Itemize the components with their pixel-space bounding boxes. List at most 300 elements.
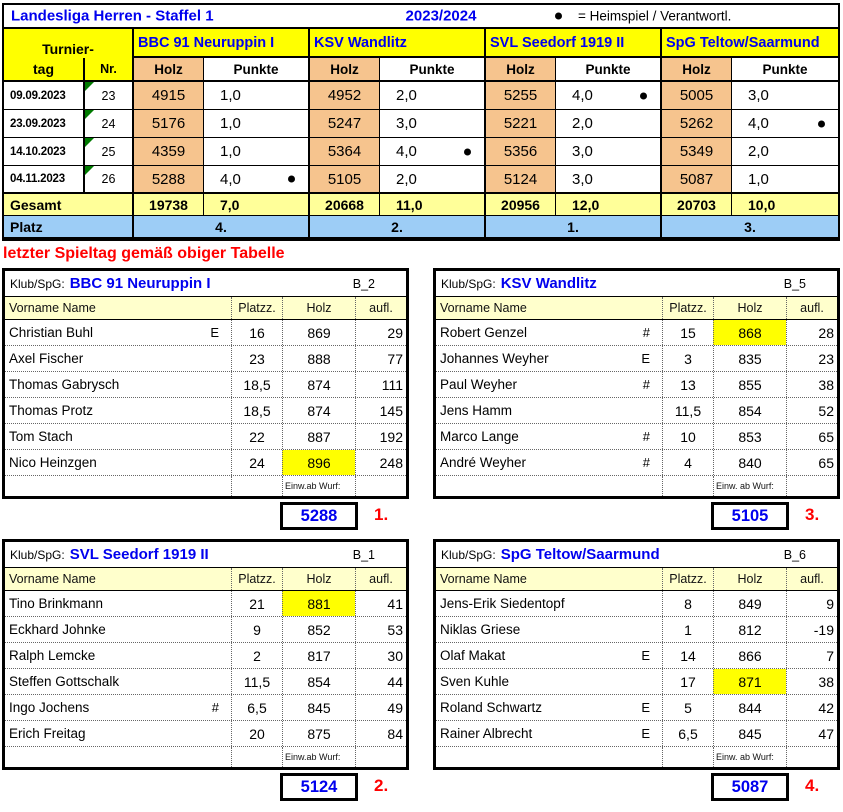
club-rank: 1.: [374, 505, 389, 524]
player-aufl-cell: 47: [786, 721, 837, 746]
club-total-row: [433, 502, 840, 532]
player-holz-cell: 875: [282, 721, 355, 746]
player-name: Tom Stach: [9, 429, 73, 444]
player-aufl-cell: 29: [355, 320, 406, 345]
punkte-value-cell: 3,0: [556, 138, 662, 166]
player-aufl-cell: 28: [786, 320, 837, 345]
club-roster-table: [2, 268, 409, 499]
player-aufl-cell: 7: [786, 643, 837, 668]
player-name-cell: [5, 320, 231, 345]
player-name-cell: [5, 372, 231, 397]
einwurf-row: [436, 476, 837, 496]
einwurf-row: [5, 476, 406, 496]
player-aufl-cell: 9: [786, 591, 837, 616]
club-code: B_6: [783, 547, 806, 562]
punkte-value-cell: 4,0: [204, 166, 310, 194]
table-title-row: [4, 5, 838, 29]
team-name-header: KSV Wandlitz: [310, 29, 486, 58]
player-platzz-cell: 4: [662, 450, 713, 475]
home-game-dot-icon: [288, 176, 295, 183]
club-rank: 2.: [374, 776, 389, 795]
player-name: Thomas Protz: [9, 403, 94, 418]
player-platzz-cell: 22: [231, 424, 282, 449]
punkte-value-cell: 1,0: [204, 82, 310, 110]
einwurf-row: [436, 747, 837, 767]
platzz-column-header: Platzz.: [662, 568, 713, 590]
club-block: [2, 268, 409, 532]
tournament-day-header: tag: [4, 58, 85, 82]
holz-value-cell: 5005: [662, 82, 732, 110]
punkte-header: Punkte: [732, 58, 838, 82]
club-label: Klub/SpG:: [441, 547, 496, 562]
player-name: André Weyher: [440, 455, 527, 470]
player-name-cell: [5, 721, 231, 746]
player-aufl-cell: 38: [786, 669, 837, 694]
club-total-row: [2, 773, 409, 803]
bullet-icon: [555, 13, 562, 20]
player-holz-cell: 871: [713, 669, 786, 694]
player-holz-cell: 817: [282, 643, 355, 668]
player-platzz-cell: 11,5: [662, 398, 713, 423]
empty-cell: [5, 747, 231, 767]
player-row: [5, 346, 406, 372]
nr-cell: 26: [85, 166, 134, 194]
einwurf-label: Einw.ab Wurf:: [282, 747, 355, 767]
player-name-cell: [436, 320, 662, 345]
player-holz-cell: 874: [282, 372, 355, 397]
player-platzz-cell: 9: [231, 617, 282, 642]
empty-cell: [662, 747, 713, 767]
note-triangle-icon: [85, 82, 94, 91]
holz-value-cell: 4915: [134, 82, 204, 110]
punkte-value-cell: 3,0: [732, 82, 838, 110]
holz-value-cell: 5349: [662, 138, 732, 166]
player-platzz-cell: 6,5: [231, 695, 282, 720]
player-aufl-cell: 65: [786, 424, 837, 449]
home-game-dot-icon: [640, 92, 647, 99]
aufl-column-header: aufl.: [355, 568, 406, 590]
club-block: [433, 539, 840, 803]
empty-cell: [786, 476, 837, 496]
player-name: Ingo Jochens: [9, 700, 90, 715]
club-block: [2, 539, 409, 803]
team-rank-cell: 2.: [310, 216, 486, 237]
league-title: Landesliga Herren - Staffel 1: [11, 7, 214, 25]
club-name: SpG Teltow/Saarmund: [500, 546, 660, 563]
player-platzz-cell: 18,5: [231, 398, 282, 423]
club-label: Klub/SpG:: [10, 547, 65, 562]
player-name: Jens-Erik Siedentopf: [440, 596, 565, 611]
league-standings-table: [2, 3, 840, 241]
player-name-cell: [5, 591, 231, 616]
player-name-cell: [5, 450, 231, 475]
club-roster-table: [433, 539, 840, 770]
home-game-dot-icon: [818, 120, 825, 127]
platzz-column-header: Platzz.: [231, 297, 282, 319]
player-row: [436, 372, 837, 398]
empty-cell: [662, 476, 713, 496]
holz-header: Holz: [310, 58, 380, 82]
player-platzz-cell: 23: [231, 346, 282, 371]
tournament-header: Turnier-: [4, 29, 134, 58]
punkte-value-cell: 4,0: [380, 138, 486, 166]
player-name: Sven Kuhle: [440, 674, 510, 689]
team-name-header: SpG Teltow/Saarmund: [662, 29, 838, 58]
punkte-value-cell: 4,0: [732, 110, 838, 138]
player-row: [5, 643, 406, 669]
holz-header: Holz: [134, 58, 204, 82]
note-triangle-icon: [85, 166, 94, 175]
holz-column-header: Holz: [713, 297, 786, 319]
player-holz-cell: 853: [713, 424, 786, 449]
player-aufl-cell: 30: [355, 643, 406, 668]
player-platzz-cell: 2: [231, 643, 282, 668]
punkte-value-cell: 1,0: [204, 138, 310, 166]
club-total-row: [433, 773, 840, 803]
empty-cell: [436, 747, 662, 767]
punkte-value-cell: 2,0: [380, 82, 486, 110]
player-name-cell: [436, 643, 662, 668]
player-aufl-cell: 248: [355, 450, 406, 475]
player-platzz-cell: 20: [231, 721, 282, 746]
date-cell: 23.09.2023: [4, 110, 85, 138]
player-row: [5, 372, 406, 398]
club-results-section: [2, 268, 840, 803]
legend-text: = Heimspiel / Verantwortl.: [578, 8, 732, 24]
holz-header: Holz: [486, 58, 556, 82]
player-platzz-cell: 1: [662, 617, 713, 642]
player-platzz-cell: 17: [662, 669, 713, 694]
player-aufl-cell: -19: [786, 617, 837, 642]
player-tag: #: [211, 700, 219, 715]
player-row: [436, 320, 837, 346]
player-name-cell: [436, 721, 662, 746]
player-aufl-cell: 53: [355, 617, 406, 642]
player-aufl-cell: 52: [786, 398, 837, 423]
player-row: [436, 721, 837, 747]
holz-value-cell: 4952: [310, 82, 380, 110]
team-rank-cell: 3.: [662, 216, 838, 237]
player-row: [5, 617, 406, 643]
player-holz-cell: 855: [713, 372, 786, 397]
player-name-cell: [436, 372, 662, 397]
empty-cell: [5, 476, 231, 496]
total-holz-cell: 19738: [134, 194, 204, 216]
team-name-header: SVL Seedorf 1919 II: [486, 29, 662, 58]
player-platzz-cell: 16: [231, 320, 282, 345]
player-platzz-cell: 3: [662, 346, 713, 371]
club-table-header: [5, 271, 406, 297]
player-platzz-cell: 14: [662, 643, 713, 668]
note-triangle-icon: [85, 110, 94, 119]
total-holz-cell: 20703: [662, 194, 732, 216]
player-holz-cell: 887: [282, 424, 355, 449]
club-total-row: [2, 502, 409, 532]
nr-cell: 23: [85, 82, 134, 110]
team-rank-cell: 4.: [134, 216, 310, 237]
date-cell: 14.10.2023: [4, 138, 85, 166]
player-aufl-cell: 77: [355, 346, 406, 371]
player-platzz-cell: 6,5: [662, 721, 713, 746]
player-row: [5, 424, 406, 450]
player-tag: E: [641, 700, 650, 715]
empty-cell: [231, 476, 282, 496]
holz-column-header: Holz: [282, 568, 355, 590]
player-holz-cell: 840: [713, 450, 786, 475]
player-platzz-cell: 24: [231, 450, 282, 475]
name-column-header: Vorname Name: [9, 301, 96, 315]
empty-cell: [231, 747, 282, 767]
total-punkte-cell: 12,0: [556, 194, 662, 216]
player-row: [436, 398, 837, 424]
punkte-header: Punkte: [380, 58, 486, 82]
total-row-label: Gesamt: [4, 194, 134, 216]
player-name-cell: [436, 617, 662, 642]
holz-value-cell: 4359: [134, 138, 204, 166]
empty-cell: [786, 747, 837, 767]
total-punkte-cell: 11,0: [380, 194, 486, 216]
column-header-row: [436, 568, 837, 591]
player-aufl-cell: 44: [355, 669, 406, 694]
platzz-column-header: Platzz.: [662, 297, 713, 319]
holz-column-header: Holz: [713, 568, 786, 590]
player-name-cell: [5, 669, 231, 694]
club-total-box: 5124: [280, 773, 358, 801]
empty-cell: [355, 476, 406, 496]
player-name-cell: [436, 398, 662, 423]
player-row: [436, 450, 837, 476]
player-holz-cell: 866: [713, 643, 786, 668]
player-holz-cell: 835: [713, 346, 786, 371]
player-name: Steffen Gottschalk: [9, 674, 120, 689]
punkte-value-cell: 3,0: [556, 166, 662, 194]
team-rank-cell: 1.: [486, 216, 662, 237]
club-name: SVL Seedorf 1919 II: [69, 546, 209, 563]
player-row: [436, 643, 837, 669]
player-holz-cell: 852: [282, 617, 355, 642]
player-holz-cell: 844: [713, 695, 786, 720]
player-name: Niklas Griese: [440, 622, 521, 637]
player-name-cell: [436, 695, 662, 720]
club-code: B_5: [783, 276, 806, 291]
club-rank: 4.: [805, 776, 820, 795]
player-tag: #: [642, 455, 650, 470]
total-punkte-cell: 7,0: [204, 194, 310, 216]
holz-value-cell: 5105: [310, 166, 380, 194]
player-holz-cell: 845: [282, 695, 355, 720]
holz-value-cell: 5176: [134, 110, 204, 138]
player-holz-cell: 896: [282, 450, 355, 475]
player-holz-cell: 854: [282, 669, 355, 694]
rank-row-label: Platz: [4, 216, 134, 237]
holz-header: Holz: [662, 58, 732, 82]
punkte-value-cell: 1,0: [732, 166, 838, 194]
name-column-header: Vorname Name: [9, 572, 96, 586]
player-row: [5, 721, 406, 747]
holz-value-cell: 5087: [662, 166, 732, 194]
empty-cell: [355, 747, 406, 767]
player-row: [5, 591, 406, 617]
holz-value-cell: 5124: [486, 166, 556, 194]
einwurf-label: Einw. ab Wurf:: [713, 747, 786, 767]
platzz-column-header: Platzz.: [231, 568, 282, 590]
player-name-cell: [436, 591, 662, 616]
player-aufl-cell: 84: [355, 721, 406, 746]
player-row: [5, 450, 406, 476]
punkte-value-cell: 4,0: [556, 82, 662, 110]
player-row: [436, 591, 837, 617]
club-block: [433, 268, 840, 532]
player-platzz-cell: 11,5: [231, 669, 282, 694]
club-code: B_1: [352, 547, 375, 562]
player-name-cell: [5, 695, 231, 720]
player-holz-cell: 812: [713, 617, 786, 642]
player-name-cell: [436, 346, 662, 371]
player-tag: E: [641, 726, 650, 741]
name-column-header: Vorname Name: [440, 572, 527, 586]
player-row: [436, 346, 837, 372]
holz-value-cell: 5247: [310, 110, 380, 138]
einwurf-label: Einw.ab Wurf:: [282, 476, 355, 496]
player-name: Nico Heinzgen: [9, 455, 97, 470]
player-tag: E: [641, 648, 650, 663]
player-platzz-cell: 10: [662, 424, 713, 449]
punkte-value-cell: 2,0: [380, 166, 486, 194]
player-name: Rainer Albrecht: [440, 726, 533, 741]
player-name: Ralph Lemcke: [9, 648, 96, 663]
total-punkte-cell: 10,0: [732, 194, 838, 216]
player-name-cell: [5, 643, 231, 668]
punkte-value-cell: 2,0: [732, 138, 838, 166]
player-aufl-cell: 23: [786, 346, 837, 371]
club-roster-table: [433, 268, 840, 499]
column-header-row: [436, 297, 837, 320]
player-holz-cell: 869: [282, 320, 355, 345]
nr-cell: 25: [85, 138, 134, 166]
player-name-cell: [5, 424, 231, 449]
einwurf-label: Einw. ab Wurf:: [713, 476, 786, 496]
player-platzz-cell: 15: [662, 320, 713, 345]
date-cell: 09.09.2023: [4, 82, 85, 110]
punkte-header: Punkte: [204, 58, 310, 82]
column-header-row: [5, 297, 406, 320]
player-row: [436, 669, 837, 695]
player-name: Thomas Gabrysch: [9, 377, 120, 392]
club-total-box: 5105: [711, 502, 789, 530]
player-row: [436, 695, 837, 721]
player-platzz-cell: 13: [662, 372, 713, 397]
player-name: Erich Freitag: [9, 726, 86, 741]
player-name: Christian Buhl: [9, 325, 94, 340]
last-matchday-heading: letzter Spieltag gemäß obiger Tabelle: [3, 245, 285, 262]
player-aufl-cell: 111: [355, 372, 406, 397]
name-column-header: Vorname Name: [440, 301, 527, 315]
team-name-header: BBC 91 Neuruppin I: [134, 29, 310, 58]
player-row: [5, 669, 406, 695]
player-holz-cell: 868: [713, 320, 786, 345]
player-tag: #: [642, 429, 650, 444]
player-holz-cell: 849: [713, 591, 786, 616]
player-name-cell: [5, 398, 231, 423]
player-platzz-cell: 8: [662, 591, 713, 616]
holz-value-cell: 5364: [310, 138, 380, 166]
club-table-header: [436, 271, 837, 297]
player-name-cell: [5, 617, 231, 642]
player-aufl-cell: 42: [786, 695, 837, 720]
holz-value-cell: 5255: [486, 82, 556, 110]
player-tag: #: [642, 325, 650, 340]
aufl-column-header: aufl.: [355, 297, 406, 319]
club-table-header: [436, 542, 837, 568]
nr-cell: 24: [85, 110, 134, 138]
club-total-box: 5087: [711, 773, 789, 801]
club-code: B_2: [352, 276, 375, 291]
player-holz-cell: 845: [713, 721, 786, 746]
player-name: Tino Brinkmann: [9, 596, 104, 611]
column-header-row: [5, 568, 406, 591]
player-name: Robert Genzel: [440, 325, 528, 340]
player-aufl-cell: 38: [786, 372, 837, 397]
date-cell: 04.11.2023: [4, 166, 85, 194]
player-name-cell: [436, 669, 662, 694]
home-game-dot-icon: [464, 148, 471, 155]
player-row: [5, 398, 406, 424]
player-name: Marco Lange: [440, 429, 519, 444]
player-tag: #: [642, 377, 650, 392]
punkte-value-cell: 1,0: [204, 110, 310, 138]
player-aufl-cell: 192: [355, 424, 406, 449]
punkte-value-cell: 2,0: [556, 110, 662, 138]
note-triangle-icon: [85, 138, 94, 147]
punkte-header: Punkte: [556, 58, 662, 82]
player-name: Paul Weyher: [440, 377, 518, 392]
player-name: Roland Schwartz: [440, 700, 543, 715]
nr-header: Nr.: [85, 58, 134, 82]
player-holz-cell: 854: [713, 398, 786, 423]
club-name: KSV Wandlitz: [500, 275, 597, 292]
player-name-cell: [5, 346, 231, 371]
holz-value-cell: 5288: [134, 166, 204, 194]
season-label: 2023/2024: [405, 7, 477, 25]
home-game-legend: [555, 9, 731, 24]
holz-value-cell: 5221: [486, 110, 556, 138]
player-row: [5, 695, 406, 721]
player-holz-cell: 874: [282, 398, 355, 423]
player-name: Johannes Weyher: [440, 351, 549, 366]
player-name: Axel Fischer: [9, 351, 84, 366]
club-roster-table: [2, 539, 409, 770]
player-name-cell: [436, 424, 662, 449]
player-aufl-cell: 41: [355, 591, 406, 616]
holz-value-cell: 5262: [662, 110, 732, 138]
player-platzz-cell: 18,5: [231, 372, 282, 397]
player-row: [436, 424, 837, 450]
club-label: Klub/SpG:: [441, 276, 496, 291]
club-name: BBC 91 Neuruppin I: [69, 275, 211, 292]
player-row: [436, 617, 837, 643]
holz-value-cell: 5356: [486, 138, 556, 166]
player-name: Jens Hamm: [440, 403, 513, 418]
player-platzz-cell: 21: [231, 591, 282, 616]
holz-column-header: Holz: [282, 297, 355, 319]
player-name: Eckhard Johnke: [9, 622, 106, 637]
player-aufl-cell: 65: [786, 450, 837, 475]
player-holz-cell: 888: [282, 346, 355, 371]
player-aufl-cell: 145: [355, 398, 406, 423]
player-tag: E: [210, 325, 219, 340]
punkte-value-cell: 3,0: [380, 110, 486, 138]
player-platzz-cell: 5: [662, 695, 713, 720]
